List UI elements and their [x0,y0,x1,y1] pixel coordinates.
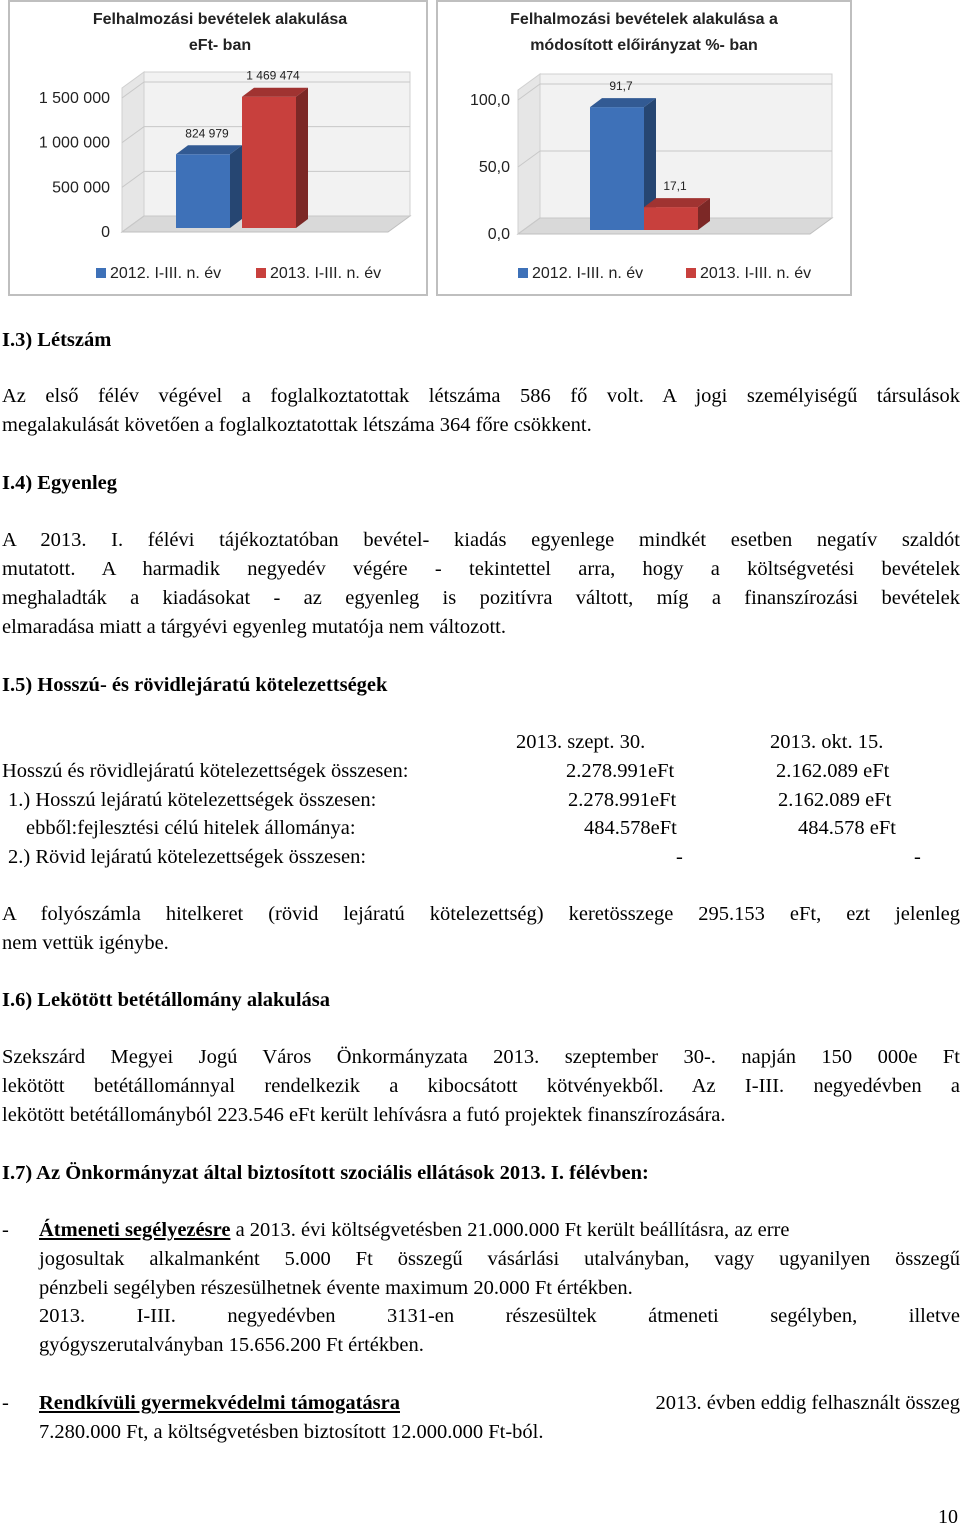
table-row-value2: 2.162.089 eFt [778,789,892,811]
paragraph-hitelkeret-line1: A folyószámla hitelkeret (rövid lejáratú kötelezettség) keretösszege 295.153 eFt, ezt jelenleg [2,903,960,925]
heading-egyenleg: I.4) Egyenleg [2,472,118,494]
paragraph-egyenleg-line1: A 2013. I. félévi tájékoztatóban bevétel- kiadás egyenlege mindkét esetben negatív szaldót [2,529,960,551]
chart-title: módosított előirányzat %- ban [530,37,758,54]
paragraph-letszam-line2: megalakulását követően a foglalkoztatottak létszáma 364 főre csökkent. [2,414,592,436]
paragraph-betet-line2: lekötött betétállománnyal rendelkezik a kibocsátott kötvényekből. Az I-III. negyedévben a [2,1075,960,1097]
legend-label: 2012. I-III. n. év [110,265,222,282]
bar-side [230,145,242,228]
bar [644,207,698,230]
bullet-rendkivuli-line1 [39,1389,960,1418]
table-row-value2: 484.578 eFt [798,817,896,839]
paragraph-betet-line1: Szekszárd Megyei Jogú Város Önkormányzata 2013. szeptember 30-. napján 150 000e Ft [2,1046,960,1068]
legend-swatch [686,268,696,278]
bullet-atmeneti-line5: gyógyszerutalványban 15.656.200 Ft értékben. [39,1334,424,1356]
bullet-dash: - [2,1392,9,1414]
table-row-label: ebből:fejlesztési célú hitelek állománya: [26,817,356,839]
data-label: 1 469 474 [246,68,300,83]
heading-letszam: I.3) Létszám [2,329,112,351]
table-row-label: Hosszú és rövidlejáratú kötelezettségek összesen: [2,760,409,782]
atmeneti-segelyezes-term: Átmeneti segélyezésre [39,1219,231,1241]
chart-svg [10,2,426,294]
y-tick-label: 0 [101,224,110,241]
y-tick-label: 500 000 [52,179,110,197]
table-row-value1: - [676,846,683,868]
chart-svg [438,2,850,294]
chart-felhalmozasi-percent [436,0,852,296]
table-row-value1: 2.278.991eFt [566,760,675,782]
paragraph-egyenleg-line2: mutatott. A harmadik negyedév végére - tekintettel arra, hogy a költségvetési bevételek [2,558,960,580]
bar-side [296,88,308,228]
bullet-atmeneti-line1 [39,1216,960,1245]
y-tick-label: 1 500 000 [38,90,110,107]
paragraph-betet-line3: lekötött betétállományból 223.546 eFt került lehívásra a futó projektek finanszírozására. [2,1104,726,1126]
legend-swatch [518,268,528,278]
rendkivuli-line1-rest: 2013. évben eddig felhasznált összeg [655,1392,960,1414]
heading-betetallomany: I.6) Lekötött betétállomány alakulása [2,989,330,1011]
table-row-label: 2.) Rövid lejáratú kötelezettségek összesen: [8,846,367,868]
chart-felhalmozasi-eft [8,0,428,296]
y-tick-label: 0,0 [487,226,510,243]
paragraph-letszam-line1: Az első félév végével a foglalkoztatottak létszáma 586 fő volt. A jogi személyiségű társulások [2,385,960,407]
y-tick-label: 100,0 [469,92,510,109]
bullet-dash: - [2,1219,9,1241]
table-row-value2: - [914,846,921,868]
y-tick-label: 1 000 000 [38,134,110,152]
table-row-label: 1.) Hosszú lejáratú kötelezettségek összesen: [8,789,377,811]
bullet-atmeneti-line4: 2013. I-III. negyedévben 3131-en részesültek átmeneti segélyben, illetve [39,1305,960,1327]
chart-title: eFt- ban [188,37,252,54]
data-label: 17,1 [663,179,687,194]
bullet-atmeneti-line2: jogosultak alkalmanként 5.000 Ft összegű vásárlási utalványban, vagy ugyanilyen összegű [39,1248,960,1270]
data-label: 91,7 [609,79,633,94]
bar [590,107,644,230]
atmeneti-line1-rest: a 2013. évi költségvetésben 21.000.000 Ft került beállításra, az erre [230,1219,790,1241]
legend-label: 2013. I-III. n. év [700,265,812,282]
table-row-value2: 2.162.089 eFt [776,760,890,782]
legend-swatch [96,268,106,278]
bullet-atmeneti-line3: pénzbeli segélyben részesülhetnek évente maximum 20.000 Ft értékben. [39,1277,633,1299]
legend-label: 2012. I-III. n. év [532,265,644,282]
paragraph-egyenleg-line4: elmaradása miatt a tárgyévi egyenleg mutatója nem változott. [2,616,506,638]
paragraph-egyenleg-line3: meghaladták a kiadásokat - az egyenleg is pozitívra váltott, míg a finanszírozási bevételek [2,587,960,609]
heading-szocialis: I.7) Az Önkormányzat által biztosított szociális ellátások 2013. I. félévben: [2,1162,649,1184]
chart-back-wall [540,74,832,218]
chart-title: Felhalmozási bevételek alakulása a [510,11,778,28]
rendkivuli-tamogatas-term: Rendkívüli gyermekvédelmi támogatásra [39,1392,400,1414]
page-number: 10 [938,1506,958,1528]
data-label: 824 979 [185,126,229,141]
bar [242,97,296,228]
chart-title: Felhalmozási bevételek alakulása [92,11,348,28]
table-row-value1: 2.278.991eFt [568,789,677,811]
table-header-col2: 2013. okt. 15. [770,731,884,753]
table-row-value1: 484.578eFt [584,817,677,839]
legend-swatch [256,268,266,278]
heading-kotelezettsegek: I.5) Hosszú- és rövidlejáratú kötelezettségek [2,674,388,696]
bar [176,154,230,228]
y-tick-label: 50,0 [478,159,510,176]
bullet-rendkivuli-line2: 7.280.000 Ft, a költségvetésben biztosított 12.000.000 Ft-ból. [39,1421,544,1443]
table-header-col1: 2013. szept. 30. [516,731,646,753]
paragraph-hitelkeret-line2: nem vettük igénybe. [2,932,169,954]
legend-label: 2013. I-III. n. év [270,265,382,282]
